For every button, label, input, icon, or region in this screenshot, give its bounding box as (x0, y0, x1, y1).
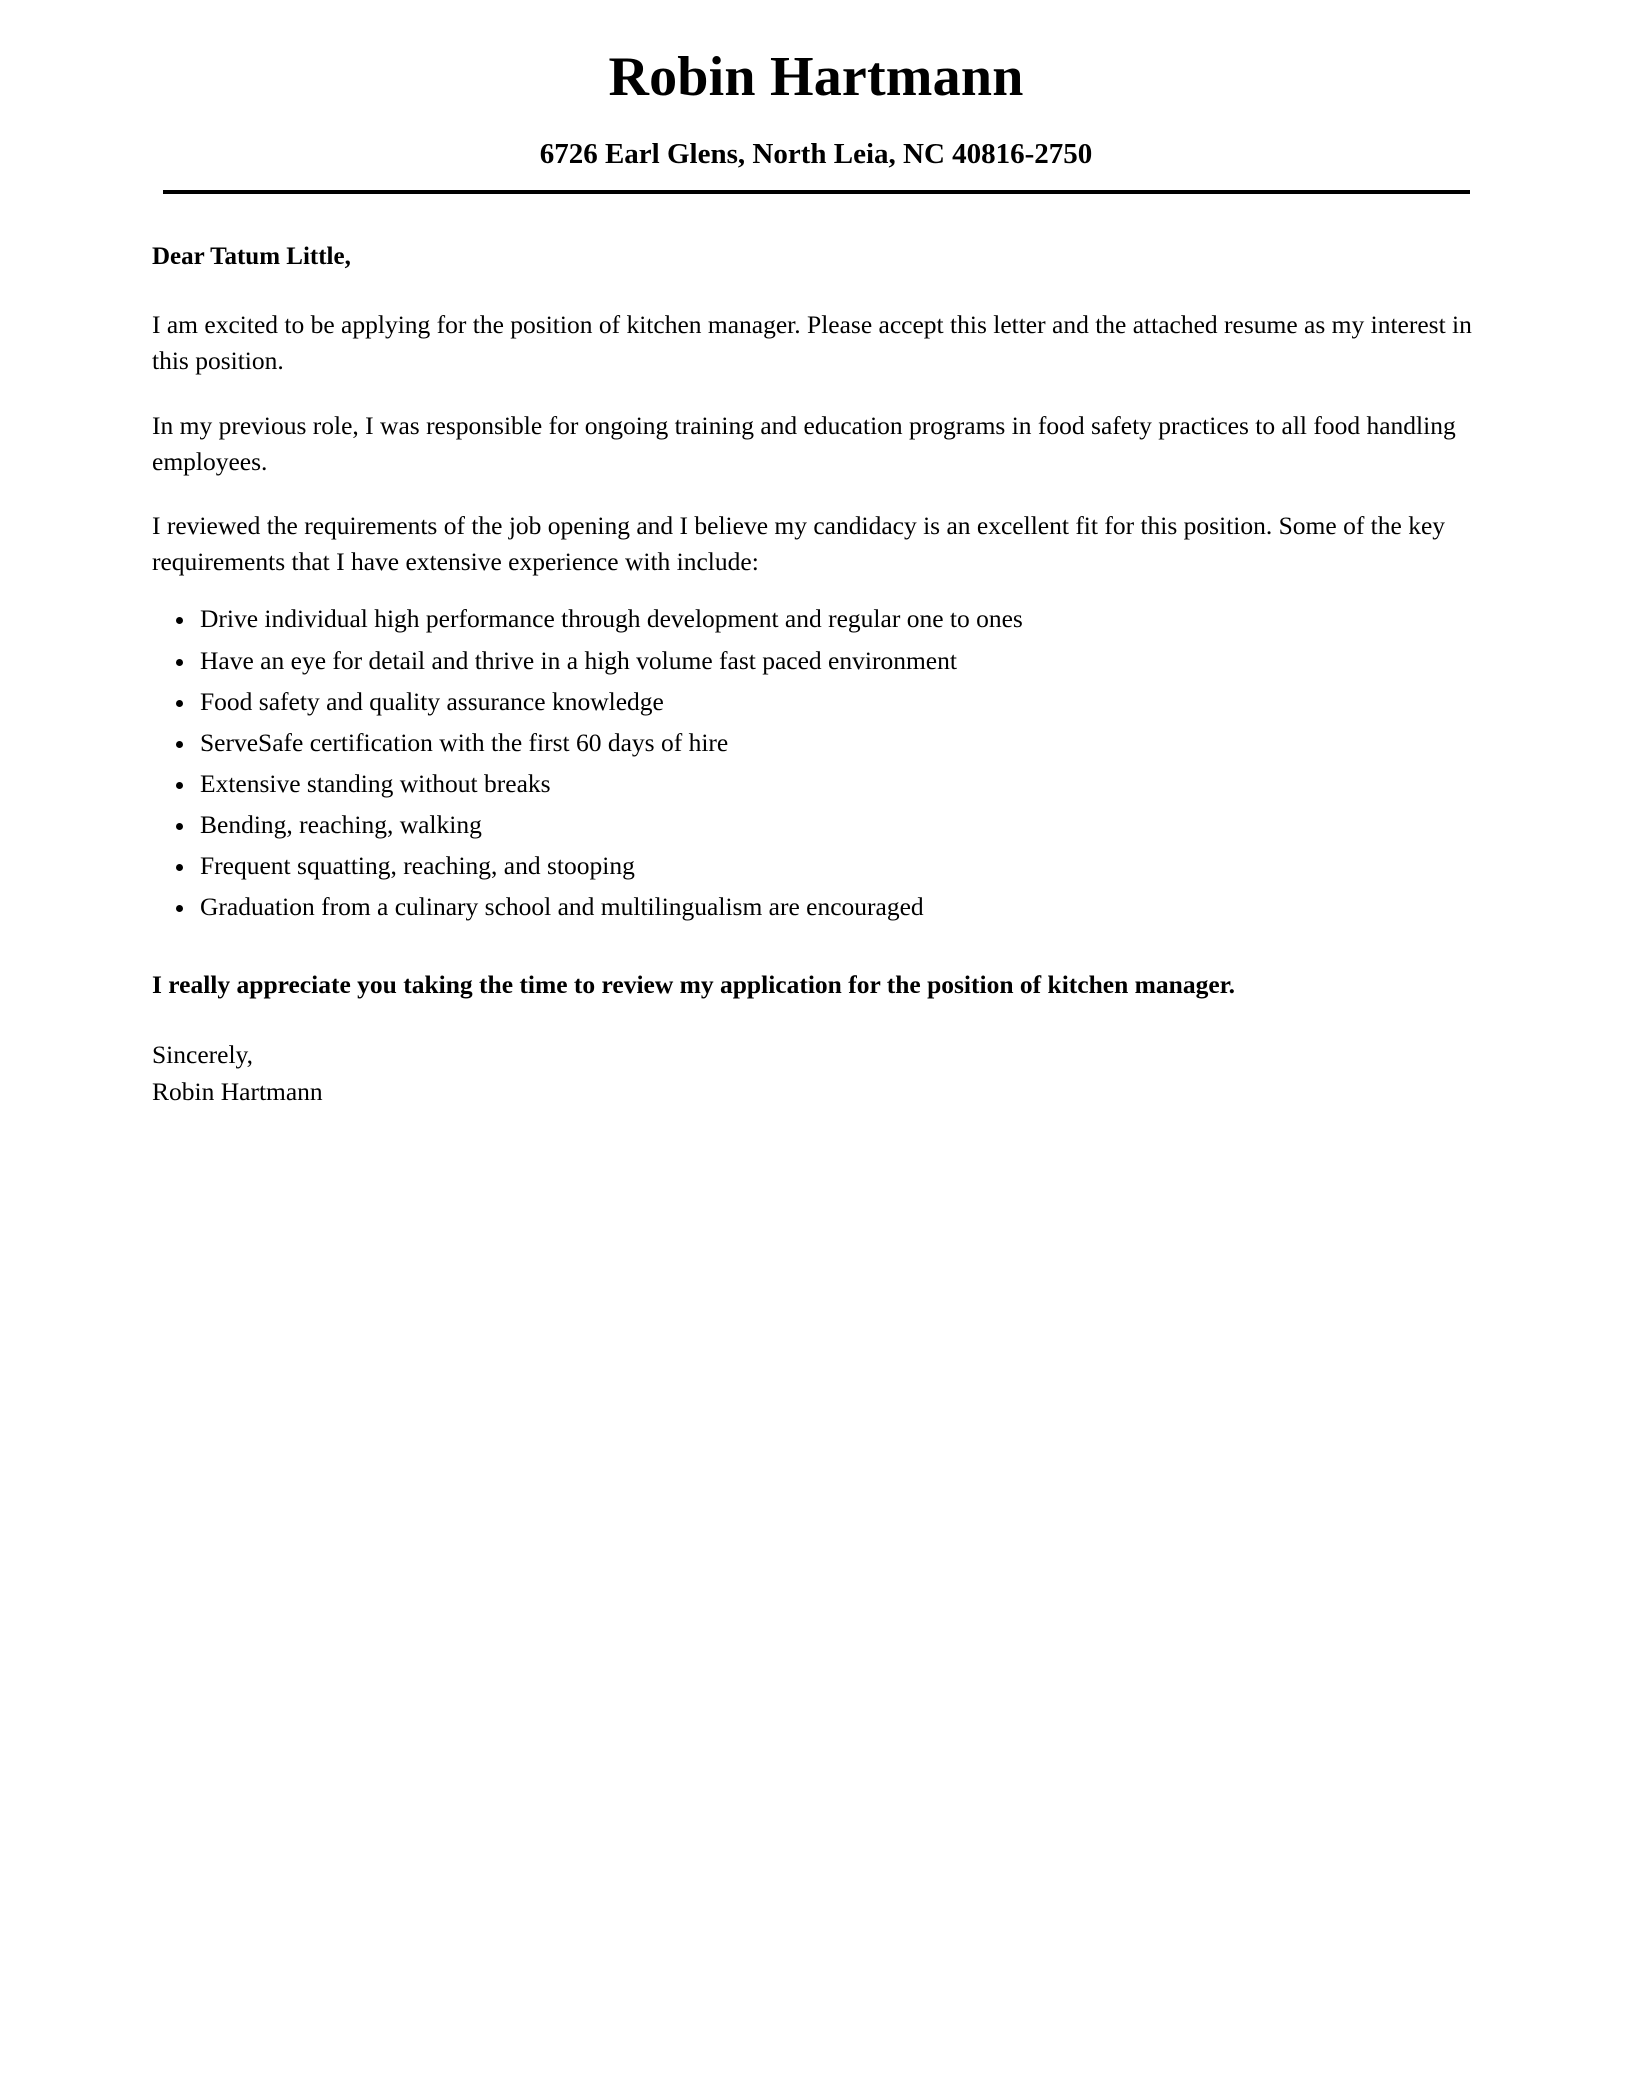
bullet-icon (176, 659, 183, 666)
list-item (152, 687, 1476, 728)
bullet-icon (176, 782, 183, 789)
list-item-label: ServeSafe certification with the first 60 days of hire (200, 727, 729, 757)
paragraph-intro: I am excited to be applying for the position of kitchen manager. Please accept this letter and the attached resume as my interest in this position. (152, 310, 1472, 376)
list-item (152, 810, 1476, 851)
signature-name: Robin Hartmann (152, 1076, 323, 1106)
list-item (152, 769, 1476, 810)
page-title: Robin Hartmann (608, 46, 1024, 108)
valediction: Sincerely, (152, 1039, 254, 1069)
list-item (152, 604, 1476, 645)
letterhead (0, 0, 1632, 194)
list-item-label: Extensive standing without breaks (200, 768, 551, 798)
bullet-icon (176, 823, 183, 830)
bullet-icon (176, 864, 183, 871)
bullet-icon (176, 700, 183, 707)
paragraph-experience: In my previous role, I was responsible for ongoing training and education programs in food safety practices to all food handling employees. (152, 410, 1456, 476)
signoff (152, 1037, 1476, 1111)
bullet-icon (176, 741, 183, 748)
list-item (152, 851, 1476, 892)
list-item-label: Bending, reaching, walking (200, 809, 482, 839)
list-item (152, 646, 1476, 687)
salutation: Dear Tatum Little, (152, 242, 351, 270)
bullet-icon (176, 905, 183, 912)
list-item-label: Frequent squatting, reaching, and stooping (200, 850, 635, 880)
list-item-label: Graduation from a culinary school and multilingualism are encouraged (200, 892, 924, 922)
list-item-label: Drive individual high performance through development and regular one to ones (200, 604, 1023, 634)
header-divider (163, 190, 1470, 194)
closing-emphasis: I really appreciate you taking the time to review my application for the position of kitchen manager. (152, 970, 1235, 1000)
list-item-label: Have an eye for detail and thrive in a high volume fast paced environment (200, 645, 957, 675)
bullet-icon (176, 617, 183, 624)
list-item (152, 892, 1476, 933)
list-item-label: Food safety and quality assurance knowledge (200, 686, 664, 716)
address-line: 6726 Earl Glens, North Leia, NC 40816-2750 (539, 137, 1093, 170)
paragraph-requirements-intro: I reviewed the requirements of the job opening and I believe my candidacy is an excellent fit for this position. Some of the key requirements that I have extensive experience with include: (152, 511, 1446, 577)
requirements-list (152, 604, 1476, 933)
letter-body (0, 240, 1632, 1111)
list-item (152, 728, 1476, 769)
